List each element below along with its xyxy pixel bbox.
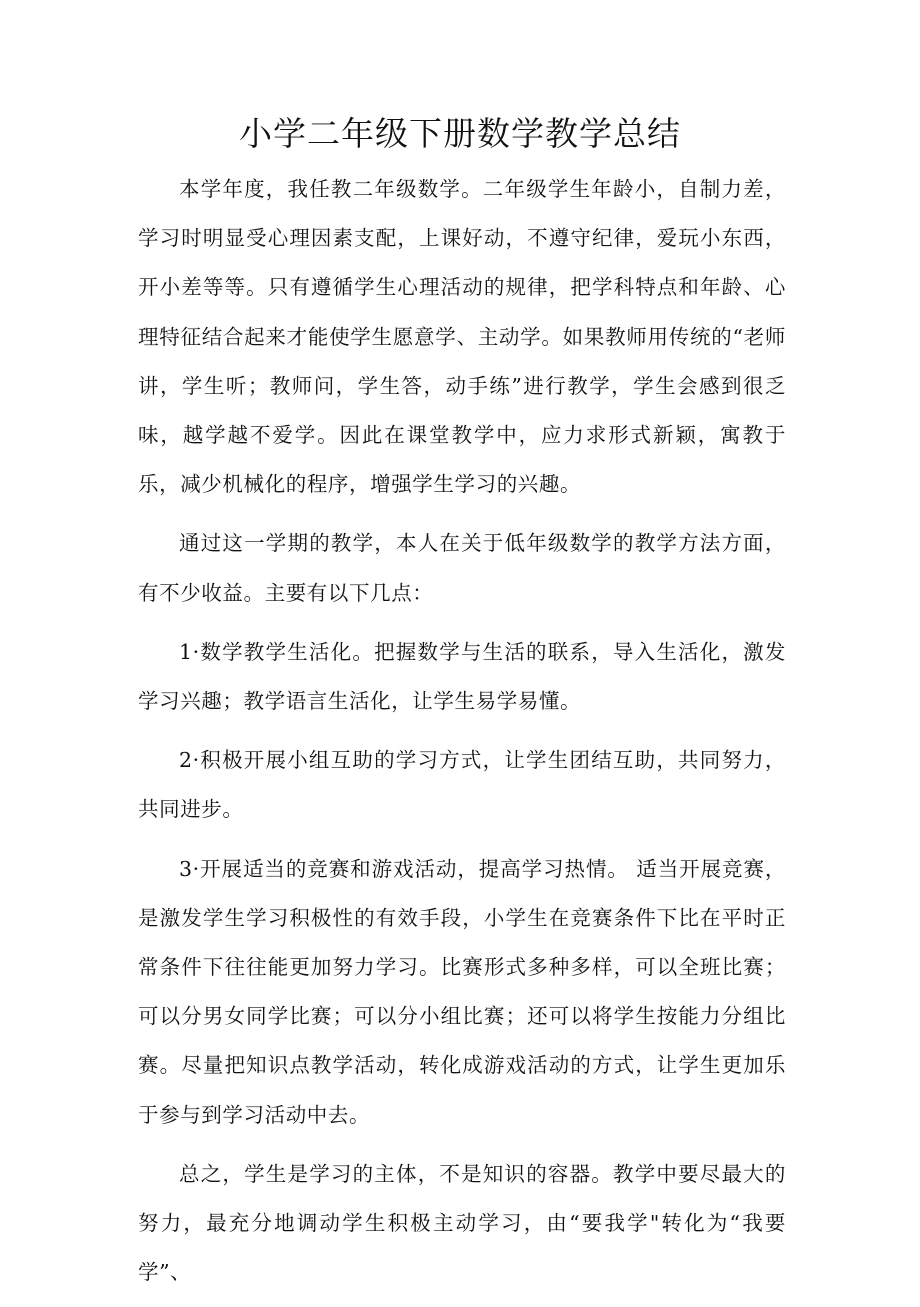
paragraph-point-1: 1·数学教学生活化。把握数学与生活的联系，导入生活化，激发学习兴趣；教学语言生活化，让学生易学易懂。 (138, 639, 786, 714)
document-body (138, 165, 786, 1307)
paragraph-point-3: 3·开展适当的竞赛和游戏活动，提高学习热情。 适当开展竞赛，是激发学生学习积极性的有效手段，小学生在竞赛条件下比在平时正常条件下往往能更加努力学习。比赛形式多种多样，可以全班比赛；可以分男女同学比赛；可以分小组比赛；还可以将学生按能力分组比赛。尽量把知识点教学活动，转化成游戏活动的方式，让学生更加乐于参与到学习活动中去。 (138, 856, 786, 1127)
paragraph-point-2: 2·积极开展小组互助的学习方式，让学生团结互助，共同努力，共同进步。 (138, 748, 786, 822)
paragraph-gains: 通过这一学期的教学，本人在关于低年级数学的教学方法方面，有不少收益。主要有以下几点： (138, 531, 786, 605)
paragraph-intro: 本学年度，我任教二年级数学。二年级学生年龄小，自制力差，学习时明显受心理因素支配，上课好动，不遵守纪律，爱玩小东西，开小差等等。只有遵循学生心理活动的规律，把学科特点和年龄、心理特征结合起来才能使学生愿意学、主动学。如果教师用传统的“老师讲，学生听；教师问，学生答，动手练”进行教学，学生会感到很乏味，越学越不爱学。因此在课堂教学中，应力求形式新颖，寓教于乐，减少机械化的程序，增强学生学习的兴趣。 (138, 177, 786, 497)
paragraph-conclusion: 总之，学生是学习的主体，不是知识的容器。教学中要尽最大的努力，最充分地调动学生积极主动学习，由“要我学"转化为“我要学”、 (138, 1161, 786, 1285)
document-title: 小学二年级下册数学教学总结 (239, 114, 681, 153)
